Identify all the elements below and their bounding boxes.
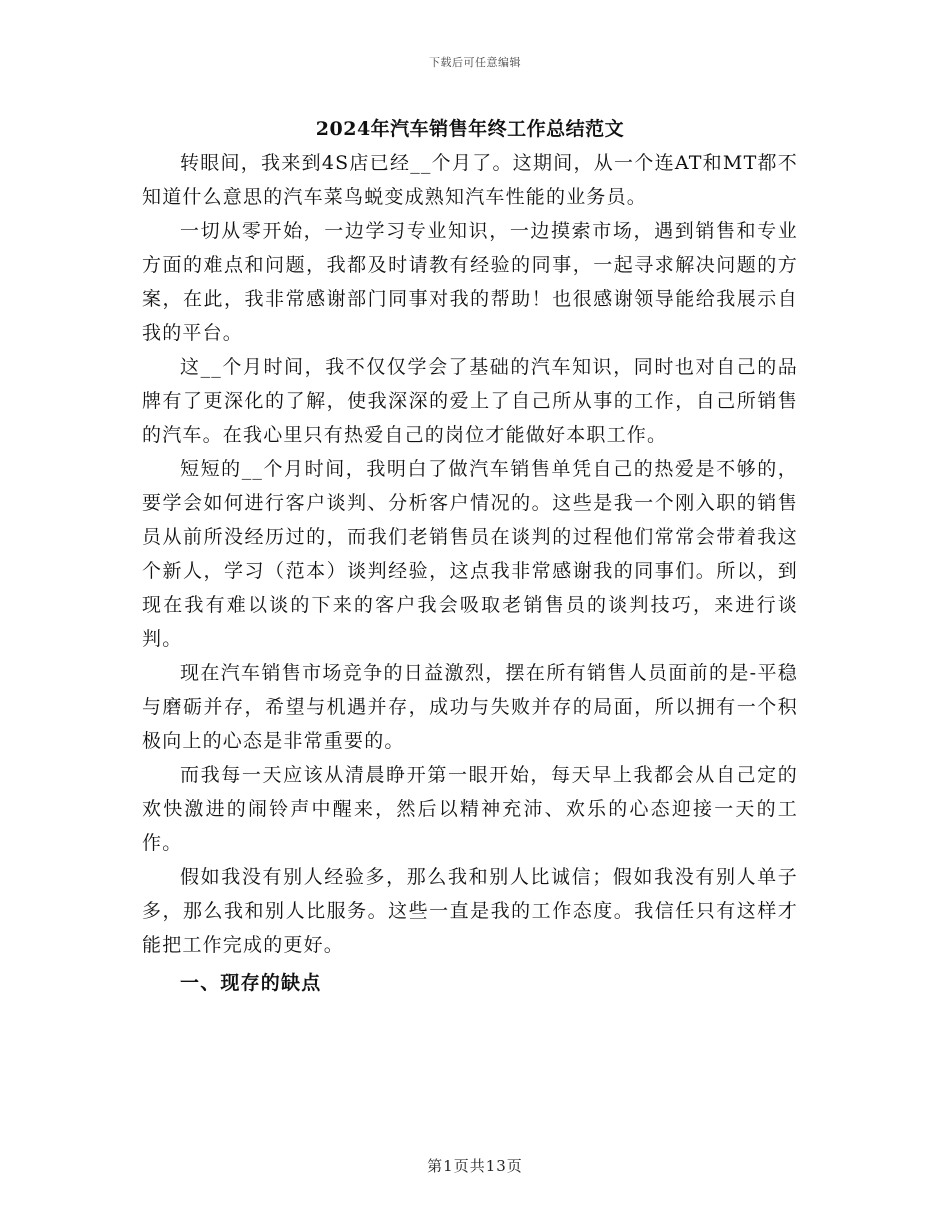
paragraph-7: 假如我没有别人经验多，那么我和别人比诚信；假如我没有别人单子多，那么我和别人比服务。这些一直是我的工作态度。我信任只有这样才能把工作完成的更好。: [142, 866, 798, 956]
page-footer: 第1页共13页: [427, 1157, 523, 1175]
paragraph-1: 转眼间，我来到4S店已经__个月了。这期间，从一个连AT和MT都不知道什么意思的汽车菜鸟蜕变成熟知汽车性能的业务员。: [142, 152, 798, 208]
paragraph-6: 而我每一天应该从清晨睁开第一眼开始，每天早上我都会从自己定的欢快激进的闹铃声中醒来，然后以精神充沛、欢乐的心态迎接一天的工作。: [142, 764, 798, 854]
paragraph-3: 这__个月时间，我不仅仅学会了基础的汽车知识，同时也对自己的品牌有了更深化的了解，使我深深的爱上了自己所从事的工作，自己所销售的汽车。在我心里只有热爱自己的岗位才能做好本职工作。: [142, 356, 798, 446]
document-body: [142, 112, 798, 1000]
document-title: 2024年汽车销售年终工作总结范文: [315, 118, 625, 140]
page-header: 下载后可任意编辑: [429, 56, 521, 69]
section-heading: 一、现存的缺点: [180, 972, 322, 994]
paragraph-5: 现在汽车销售市场竞争的日益激烈，摆在所有销售人员面前的是-平稳与磨砺并存，希望与机遇并存，成功与失败并存的局面，所以拥有一个积极向上的心态是非常重要的。: [142, 662, 798, 752]
paragraph-4: 短短的__个月时间，我明白了做汽车销售单凭自己的热爱是不够的，要学会如何进行客户谈判、分析客户情况的。这些是我一个刚入职的销售员从前所没经历过的，而我们老销售员在谈判的过程他们常常会带着我这个新人，学习（范本）谈判经验，这点我非常感谢我的同事们。所以，到现在我有难以谈的下来的客户我会吸取老销售员的谈判技巧，来进行谈判。: [142, 458, 798, 650]
paragraph-2: 一切从零开始，一边学习专业知识，一边摸索市场，遇到销售和专业方面的难点和问题，我都及时请教有经验的同事，一起寻求解决问题的方案，在此，我非常感谢部门同事对我的帮助！也很感谢领导能给我展示自我的平台。: [142, 220, 798, 344]
